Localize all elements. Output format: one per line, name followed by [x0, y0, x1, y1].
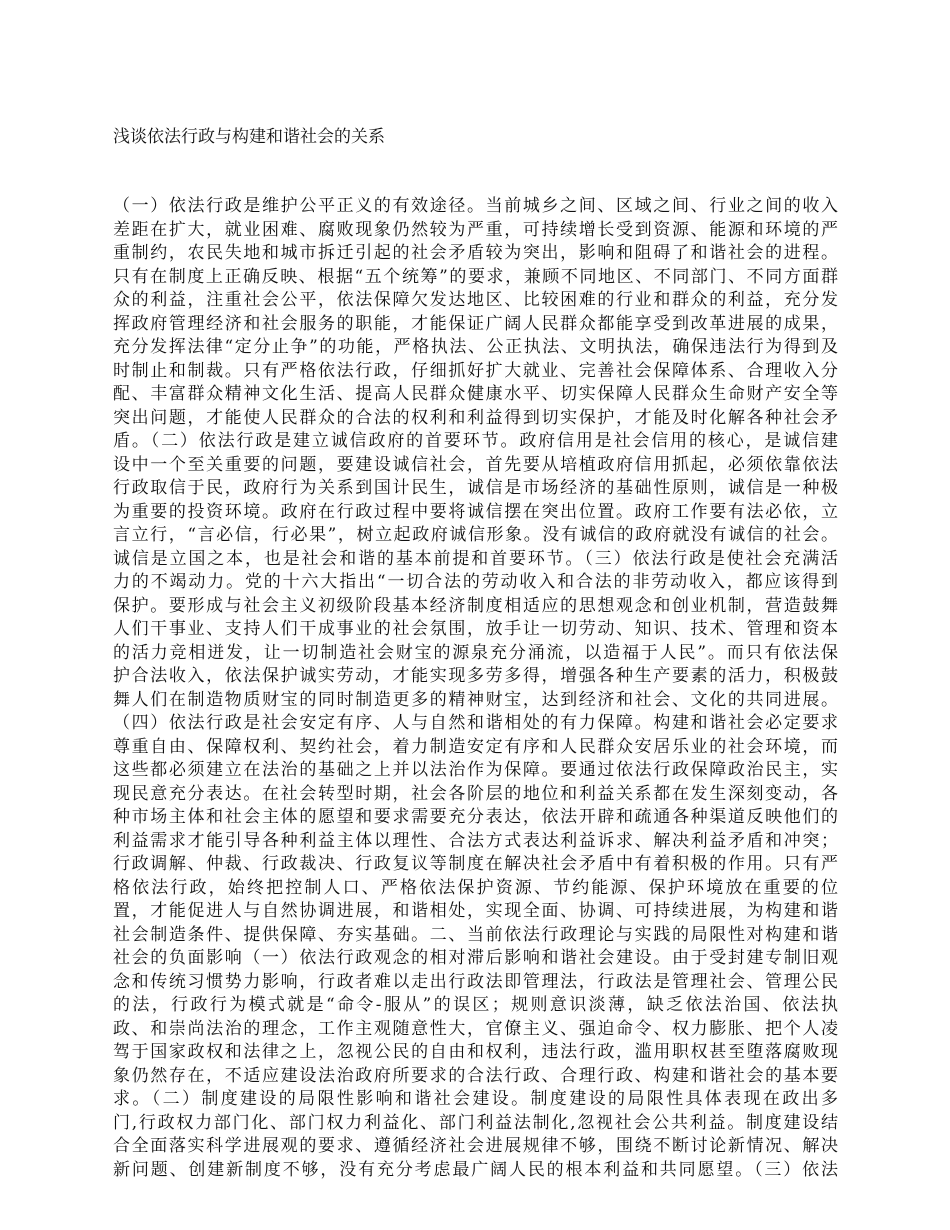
body-text-line: 时制止和制裁。只有严格依法行政，仔细抓好扩大就业、完善社会保障体系、合理收入分 — [113, 360, 838, 381]
body-text-line: 充分发挥法律“定分止争”的功能，严格执法、公正执法、文明执法，确保违法行为得到及 — [113, 337, 838, 357]
body-text-line: 种市场主体和社会主体的愿望和要求需要充分表达，依法开辟和疏通各种渠道反映他们的 — [113, 807, 838, 827]
body-text-line: 舞人们在制造物质财宝的同时制造更多的精神财宝，达到经济和社会、文化的共同进展。 — [113, 689, 838, 710]
body-text-line: 驾于国家政权和法律之上，忽视公民的自由和权利，违法行政，滥用职权甚至堕落腐败现 — [113, 1042, 838, 1062]
body-text-line: 社会的负面影响（一）依法行政观念的相对滞后影响和谐社会建设。由于受封建专制旧观 — [113, 948, 838, 968]
body-text-line: 尊重自由、保障权利、契约社会，着力制造安定有序和人民群众安居乐业的社会环境，而 — [113, 736, 838, 757]
body-text-line: 求。（二）制度建设的局限性影响和谐社会建设。制度建设的局限性具体表现在政出多 — [113, 1089, 838, 1109]
body-text-line: 念和传统习惯势力影响，行政者难以走出行政法即管理法，行政法是管理社会、管理公民 — [113, 971, 838, 992]
body-text-line: 为重要的投资环境。政府在行政过程中要将诚信摆在突出位置。政府工作要有法必依，立 — [113, 501, 838, 522]
body-text-line: 力的不竭动力。党的十六大指出“一切合法的劳动收入和合法的非劳动收入，都应该得到 — [113, 572, 838, 592]
body-text-line: 配、丰富群众精神文化生活、提高人民群众健康水平、切实保障人民群众生命财产安全等 — [113, 384, 838, 404]
body-text-line: 人们干事业、支持人们干成事业的社会氛围，放手让一切劳动、知识、技术、管理和资本 — [113, 619, 838, 639]
body-text-line: 的活力竞相迸发，让一切制造社会财宝的源泉充分涌流，以造福于人民”。而只有依法保 — [113, 642, 838, 663]
body-text-line: 这些都必须建立在法治的基础之上并以法治作为保障。要通过依法行政保障政治民主，实 — [113, 760, 838, 780]
body-text-line: 突出问题，才能使人民群众的合法的权利和利益得到切实保护，才能及时化解各种社会矛 — [113, 407, 838, 428]
body-text-line: 政、和崇尚法治的理念，工作主观随意性大，官僚主义、强迫命令、权力膨胀、把个人凌 — [113, 1018, 838, 1039]
body-text-line: 利益需求才能引导各种利益主体以理性、合法方式表达利益诉求、解决利益矛盾和冲突； — [113, 830, 838, 851]
body-text-line: （一）依法行政是维护公平正义的有效途径。当前城乡之间、区域之间、行业之间的收入 — [113, 196, 838, 216]
body-text-line: 格依法行政，始终把控制人口、严格依法保护资源、节约能源、保护环境放在重要的位 — [113, 877, 838, 898]
body-text-line: 护合法收入，依法保护诚实劳动，才能实现多劳多得，增强各种生产要素的活力，积极鼓 — [113, 666, 838, 686]
body-text-line: 的法，行政行为模式就是“命令-服从”的误区；规则意识淡薄，缺乏依法治国、依法执 — [113, 995, 838, 1015]
body-text-line: 言立行，“言必信，行必果”，树立起政府诚信形象。没有诚信的政府就没有诚信的社会。 — [113, 525, 838, 545]
body-text-line: 差距在扩大，就业困难、腐败现象仍然较为严重，可持续增长受到资源、能源和环境的严 — [113, 219, 838, 240]
body-text-line: 挥政府管理经济和社会服务的职能，才能保证广阔人民群众都能享受到改革进展的成果， — [113, 313, 838, 334]
body-text-line: 合全面落实科学进展观的要求、遵循经济社会进展规律不够，围绕不断讨论新情况、解决 — [113, 1136, 838, 1156]
body-text-line: 重制约，农民失地和城市拆迁引起的社会矛盾较为突出，影响和阻碍了和谐社会的进程。 — [113, 243, 838, 263]
body-text-line: 保护。要形成与社会主义初级阶段基本经济制度相适应的思想观念和创业机制，营造鼓舞 — [113, 595, 838, 616]
document-title: 浅谈依法行政与构建和谐社会的关系 — [113, 127, 385, 147]
body-text-line: 现民意充分表达。在社会转型时期，社会各阶层的地位和利益关系都在发生深刻变动，各 — [113, 783, 838, 804]
body-text-line: （四）依法行政是社会安定有序、人与自然和谐相处的有力保障。构建和谐社会必定要求 — [113, 713, 838, 733]
body-text-line: 设中一个至关重要的问题，要建设诚信社会，首先要从培植政府信用抓起，必须依靠依法 — [113, 454, 838, 475]
document-body — [113, 195, 838, 1182]
body-text-line: 众的利益，注重社会公平，依法保障欠发达地区、比较困难的行业和群众的利益，充分发 — [113, 290, 838, 310]
body-text-line: 行政取信于民，政府行为关系到国计民生，诚信是市场经济的基础性原则，诚信是一种极 — [113, 478, 838, 498]
body-text-line: 只有在制度上正确反映、根据“五个统筹”的要求，兼顾不同地区、不同部门、不同方面群 — [113, 266, 838, 287]
body-text-line: 社会制造条件、提供保障、夯实基础。二、当前依法行政理论与实践的局限性对构建和谐 — [113, 924, 838, 945]
body-text-line: 诚信是立国之本，也是社会和谐的基本前提和首要环节。（三）依法行政是使社会充满活 — [113, 548, 838, 569]
body-text-line: 盾。（二）依法行政是建立诚信政府的首要环节。政府信用是社会信用的核心，是诚信建 — [113, 431, 838, 451]
body-text-line: 门,行政权力部门化、部门权力利益化、部门利益法制化,忽视社会公共利益。制度建设结 — [113, 1112, 838, 1133]
body-text-line: 新问题、创建新制度不够，没有充分考虑最广阔人民的根本利益和共同愿望。（三）依法 — [113, 1159, 838, 1180]
body-text-line: 置，才能促进人与自然协调进展，和谐相处，实现全面、协调、可持续进展，为构建和谐 — [113, 901, 838, 921]
body-text-line: 行政调解、仲裁、行政裁决、行政复议等制度在解决社会矛盾中有着积极的作用。只有严 — [113, 854, 838, 874]
body-text-line: 象仍然存在，不适应建设法治政府所要求的合法行政、合理行政、构建和谐社会的基本要 — [113, 1065, 838, 1086]
